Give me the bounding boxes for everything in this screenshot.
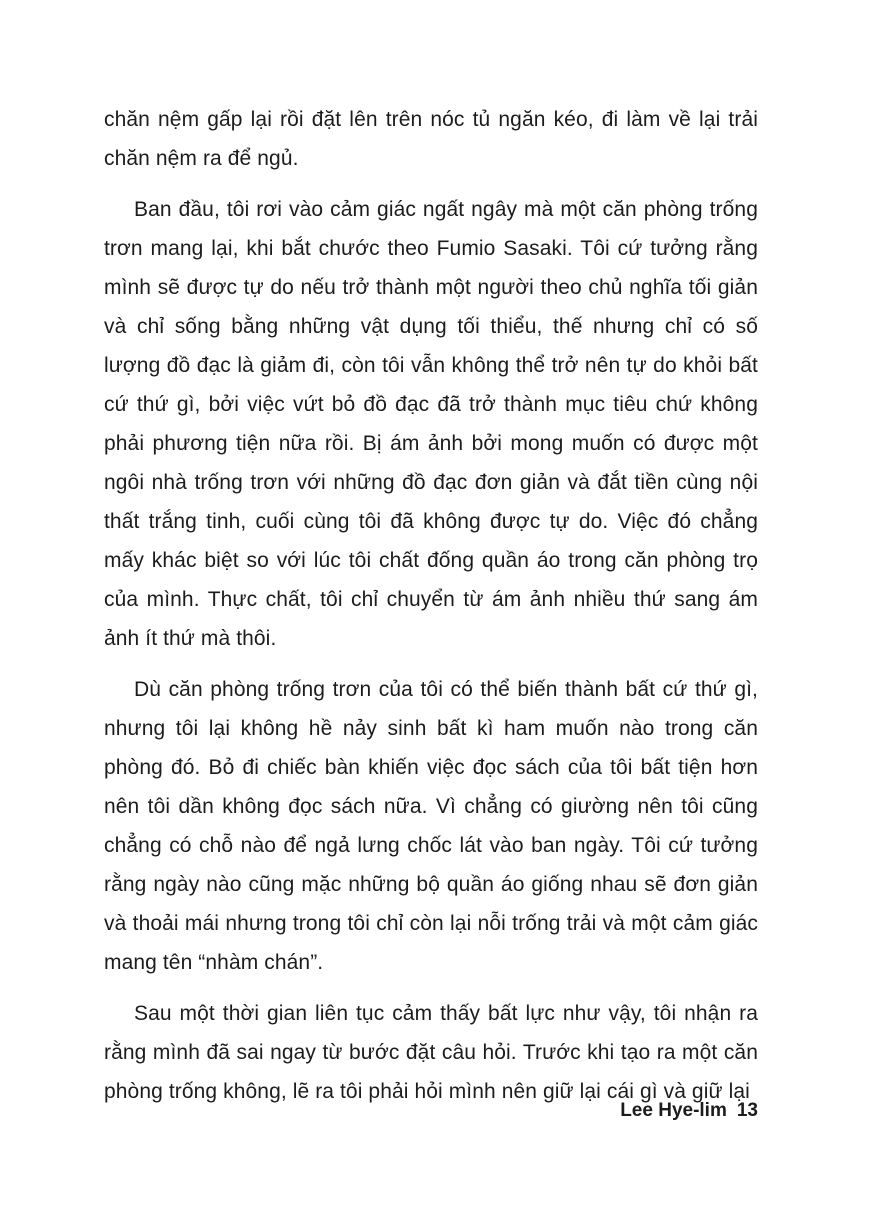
page-body-text [104, 100, 758, 1111]
page-footer [620, 1100, 758, 1122]
body-paragraph: Ban đầu, tôi rơi vào cảm giác ngất ngây mà một căn phòng trống trơn mang lại, khi bắt chước theo Fumio Sasaki. Tôi cứ tưởng rằng mình sẽ được tự do nếu trở thành một người theo chủ nghĩa tối giản và chỉ sống bằng những vật dụng tối thiểu, thế nhưng chỉ có số lượng đồ đạc là giảm đi, còn tôi vẫn không thể trở nên tự do khỏi bất cứ thứ gì, bởi việc vứt bỏ đồ đạc đã trở thành mục tiêu chứ không phải phương tiện nữa rồi. Bị ám ảnh bởi mong muốn có được một ngôi nhà trống trơn với những đồ đạc đơn giản và đắt tiền cùng nội thất trắng tinh, cuối cùng tôi đã không được tự do. Việc đó chẳng mấy khác biệt so với lúc tôi chất đống quần áo trong căn phòng trọ của mình. Thực chất, tôi chỉ chuyển từ ám ảnh nhiều thứ sang ám ảnh ít thứ mà thôi. [104, 198, 758, 650]
page-number: 13 [736, 1100, 758, 1121]
footer-author: Lee Hye-lim [620, 1100, 727, 1121]
body-paragraph: Dù căn phòng trống trơn của tôi có thể biến thành bất cứ thứ gì, nhưng tôi lại không hề nảy sinh bất kì ham muốn nào trong căn phòng đó. Bỏ đi chiếc bàn khiến việc đọc sách của tôi bất tiện hơn nên tôi dần không đọc sách nữa. Vì chẳng có giường nên tôi cũng chẳng có chỗ nào để ngả lưng chốc lát vào ban ngày. Tôi cứ tưởng rằng ngày nào cũng mặc những bộ quần áo giống nhau sẽ đơn giản và thoải mái nhưng trong tôi chỉ còn lại nỗi trống trải và một cảm giác mang tên “nhàm chán”. [104, 678, 758, 974]
body-paragraph: chăn nệm gấp lại rồi đặt lên trên nóc tủ ngăn kéo, đi làm về lại trải chăn nệm ra để ngủ. [104, 108, 758, 170]
body-paragraph: Sau một thời gian liên tục cảm thấy bất lực như vậy, tôi nhận ra rằng mình đã sai ngay từ bước đặt câu hỏi. Trước khi tạo ra một căn phòng trống không, lẽ ra tôi phải hỏi mình nên giữ lại cái gì và giữ lại [104, 1002, 758, 1103]
